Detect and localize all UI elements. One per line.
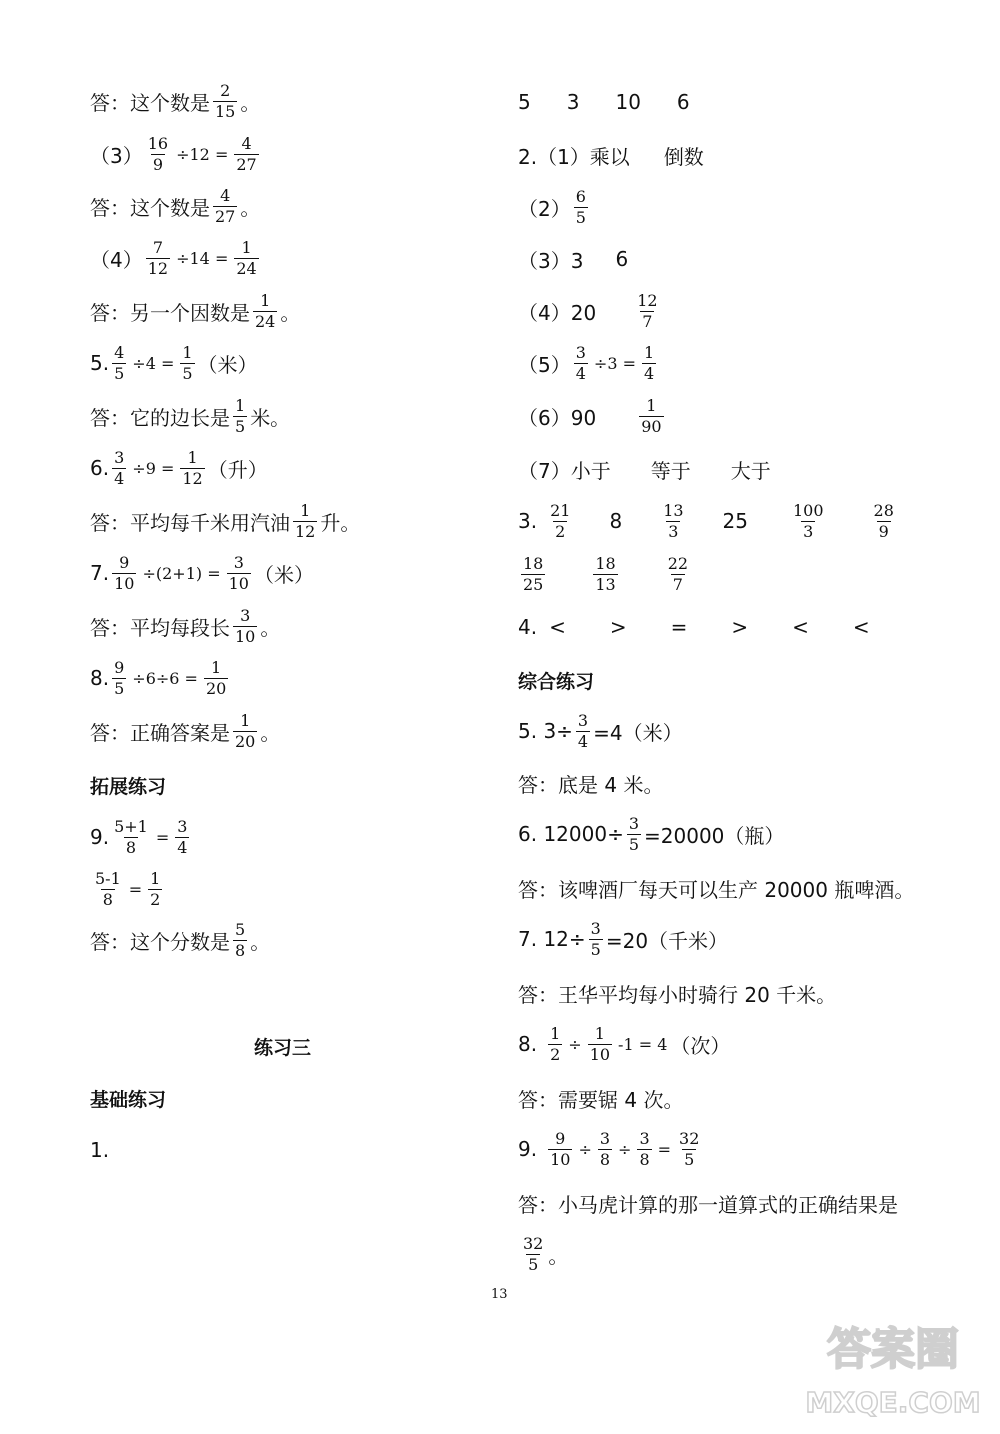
fraction: $\frac{1}{4}$ bbox=[644, 342, 655, 383]
fraction: $\frac{5+1}{8}$ bbox=[114, 816, 148, 857]
fraction: $\frac{1}{20}$ bbox=[205, 657, 227, 698]
equation-line: 9. $\frac{5+1}{8}$ = $\frac{3}{4}$ bbox=[90, 816, 188, 857]
answer-row: （6）90 $\frac{1}{90}$ bbox=[518, 395, 662, 436]
answer-line: 答：它的边长是 $\frac{1}{5}$ 米。 bbox=[90, 395, 291, 436]
answer-line: 答：该啤酒厂每天可以生产 20000 瓶啤酒。 bbox=[518, 877, 915, 902]
section-heading-comprehensive: 综合练习 bbox=[518, 670, 595, 693]
answer-line: 答：这个分数是 $\frac{5}{8}$ 。 bbox=[90, 919, 271, 960]
fraction: $\frac{1}{24}$ bbox=[255, 290, 276, 331]
answer-line: 答：需要锯 4 次。 bbox=[518, 1087, 684, 1112]
answer-row: （7）小于 等于 大于 bbox=[518, 458, 771, 483]
answer-row: （2） $\frac{6}{5}$ bbox=[518, 186, 586, 227]
fraction: $\frac{3}{4}$ bbox=[575, 342, 586, 383]
answer-row: 3. $\frac{21}{2}$ 8 $\frac{13}{3}$ 25 $\frac{100}{3}$ $\frac{28}{9}$ bbox=[518, 500, 894, 541]
fraction: $\frac{1}{2}$ bbox=[150, 868, 161, 909]
fraction: $\frac{28}{9}$ bbox=[873, 500, 894, 541]
fraction: $\frac{3}{10}$ bbox=[235, 605, 256, 646]
equation-line: （5） $\frac{3}{4}$ ÷3 = $\frac{1}{4}$ bbox=[518, 342, 655, 383]
fraction: $\frac{16}{9}$ bbox=[147, 133, 169, 174]
answer-line: 答：王华平均每小时骑行 20 千米。 bbox=[518, 982, 837, 1007]
answer-line: 答：正确答案是 $\frac{1}{20}$ 。 bbox=[90, 710, 281, 751]
equation-line: （4） $\frac{7}{12}$ ÷14 = $\frac{1}{24}$ bbox=[90, 237, 257, 278]
equation-line: 7. 12÷ $\frac{3}{5}$ =20（千米） bbox=[518, 918, 729, 959]
watermark-url: MXQE.COM bbox=[805, 1386, 981, 1419]
fraction: $\frac{1}{2}$ bbox=[550, 1023, 561, 1064]
question-number: 1. bbox=[90, 1138, 110, 1162]
answer-row bbox=[518, 549, 693, 599]
fraction: $\frac{3}{8}$ bbox=[599, 1128, 611, 1169]
equation-line: 8. $\frac{1}{2}$ ÷ $\frac{1}{10}$ -1 = 4 （次） bbox=[518, 1023, 731, 1064]
equation-line: 6. 12000÷ $\frac{3}{5}$ =20000（瓶） bbox=[518, 813, 785, 854]
equation-line: 6. $\frac{3}{4}$ ÷9 = $\frac{1}{12}$ （升） bbox=[90, 447, 268, 488]
fraction: $\frac{5-1}{8}$ bbox=[95, 868, 121, 909]
fraction: $\frac{7}{12}$ bbox=[147, 237, 169, 278]
answer-line: 答：这个数是 $\frac{2}{15}$ 。 bbox=[90, 80, 261, 121]
fraction: $\frac{1}{12}$ bbox=[295, 500, 316, 541]
answer-line: 答：平均每千米用汽油 $\frac{1}{12}$ 升。 bbox=[90, 500, 361, 541]
fraction: $\frac{1}{5}$ bbox=[235, 395, 246, 436]
fraction: $\frac{1}{20}$ bbox=[235, 710, 256, 751]
fraction: $\frac{4}{27}$ bbox=[236, 133, 257, 174]
fraction: $\frac{3}{4}$ bbox=[114, 447, 125, 488]
exercise-title: 练习三 bbox=[254, 1037, 312, 1059]
section-heading-basic: 基础练习 bbox=[90, 1088, 167, 1111]
fraction: $\frac{9}{10}$ bbox=[114, 552, 135, 593]
fraction: $\frac{4}{5}$ bbox=[114, 342, 125, 383]
fraction: $\frac{13}{3}$ bbox=[663, 500, 684, 541]
section-heading-extension: 拓展练习 bbox=[90, 775, 167, 798]
fraction: $\frac{3}{4}$ bbox=[577, 710, 589, 751]
answer-line: 答：这个数是 $\frac{4}{27}$ 。 bbox=[90, 185, 261, 226]
fraction: $\frac{4}{27}$ bbox=[215, 185, 236, 226]
page-number: 13 bbox=[491, 1287, 508, 1302]
answer-line: 答：底是 4 米。 bbox=[518, 772, 664, 797]
answer-row: 4. < > = > < < bbox=[518, 615, 870, 639]
fraction: $\frac{1}{24}$ bbox=[236, 237, 257, 278]
equation-line: 8. $\frac{9}{5}$ ÷6÷6 = $\frac{1}{20}$ bbox=[90, 657, 227, 698]
fraction: $\frac{3}{10}$ bbox=[228, 552, 249, 593]
fraction: $\frac{32}{5}$ bbox=[679, 1128, 700, 1169]
fraction: $\frac{22}{7}$ bbox=[667, 553, 689, 594]
answer-line: 答：小马虎计算的那一道算式的正确结果是 bbox=[518, 1192, 898, 1217]
fraction: $\frac{1}{10}$ bbox=[589, 1023, 611, 1064]
answer-row: （3）3 6 bbox=[518, 247, 629, 273]
answer-line: $\frac{32}{5}$ 。 bbox=[523, 1233, 569, 1274]
answer-row: （4）20 $\frac{12}{7}$ bbox=[518, 290, 658, 331]
answer-row: 2.（1）乘以 倒数 bbox=[518, 144, 704, 169]
fraction: $\frac{18}{25}$ bbox=[523, 553, 544, 594]
fraction: $\frac{1}{12}$ bbox=[182, 447, 203, 488]
equation-line: 5. 3÷ $\frac{3}{4}$ =4（米） bbox=[518, 710, 683, 751]
watermark-text: 答案圈 bbox=[827, 1324, 959, 1375]
equation-line: 5. $\frac{4}{5}$ ÷4 = $\frac{1}{5}$ （米） bbox=[90, 342, 258, 383]
fraction: $\frac{100}{3}$ bbox=[793, 500, 824, 541]
fraction: $\frac{3}{8}$ bbox=[639, 1128, 650, 1169]
fraction: $\frac{1}{5}$ bbox=[182, 342, 193, 383]
answer-line: 答：另一个因数是 $\frac{1}{24}$ 。 bbox=[90, 290, 301, 331]
fraction: $\frac{12}{7}$ bbox=[637, 290, 658, 331]
watermark-logo bbox=[801, 1306, 986, 1426]
equation-line: （3） $\frac{16}{9}$ ÷12 = $\frac{4}{27}$ bbox=[90, 133, 257, 174]
fraction: $\frac{6}{5}$ bbox=[575, 186, 586, 227]
fraction: $\frac{1}{90}$ bbox=[641, 395, 662, 436]
fraction: $\frac{5}{8}$ bbox=[235, 919, 246, 960]
fraction: $\frac{9}{10}$ bbox=[550, 1128, 571, 1169]
fraction: $\frac{2}{15}$ bbox=[215, 80, 236, 121]
answer-line: 答：平均每段长 $\frac{3}{10}$ 。 bbox=[90, 605, 281, 646]
fraction: $\frac{9}{5}$ bbox=[114, 657, 125, 698]
answer-row: 5 3 10 6 bbox=[518, 90, 690, 114]
equation-line: 7. $\frac{9}{10}$ ÷(2+1) = $\frac{3}{10}$ （米） bbox=[90, 552, 314, 593]
fraction: $\frac{18}{13}$ bbox=[595, 553, 616, 594]
fraction: $\frac{3}{5}$ bbox=[590, 918, 601, 959]
equation-line: $\frac{5-1}{8}$ = $\frac{1}{2}$ bbox=[95, 868, 161, 909]
fraction: $\frac{32}{5}$ bbox=[523, 1233, 544, 1274]
fraction: $\frac{3}{5}$ bbox=[628, 813, 640, 854]
fraction: $\frac{3}{4}$ bbox=[177, 816, 188, 857]
fraction: $\frac{21}{2}$ bbox=[550, 500, 571, 541]
equation-line: 9. $\frac{9}{10}$ ÷ $\frac{3}{8}$ ÷ $\frac{3}{8}$ = $\frac{32}{5}$ bbox=[518, 1128, 700, 1169]
